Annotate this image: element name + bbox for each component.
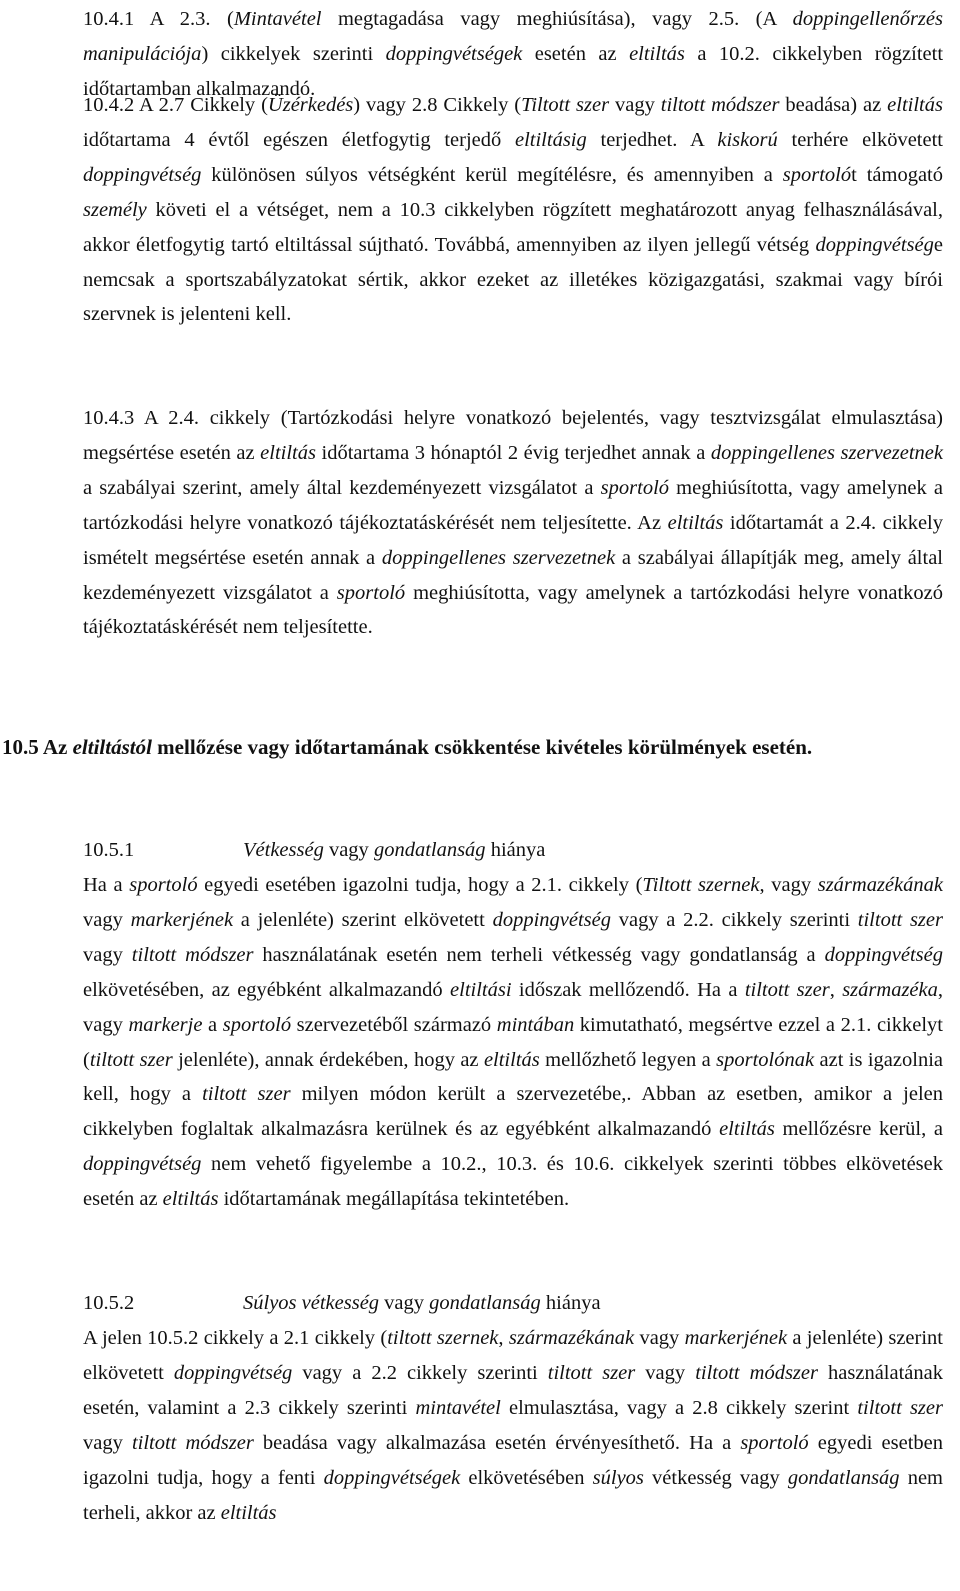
subsection-number: 10.5.1	[83, 839, 135, 861]
italic-term: sportoló	[600, 476, 670, 499]
italic-term: eltiltástól	[72, 735, 152, 759]
italic-term: eltiltás	[719, 1118, 775, 1141]
italic-term: markerjének	[130, 908, 234, 931]
italic-term: doppingvétség	[83, 1153, 202, 1176]
italic-term: gondatlanság	[429, 1292, 541, 1314]
paragraph-10-4-1: 10.4.1 A 2.3. (Mintavétel megtagadása vagy meghiúsítása), vagy 2.5. (A doppingellenőrzés manipulációja) cikkelyek szerinti doppingvétségek esetén az eltiltás a 10.2. cikkelyben rögzített időtartamban alkalmazandó.	[83, 8, 944, 100]
italic-term: eltiltás	[667, 511, 724, 534]
italic-term: sportoló	[336, 581, 406, 604]
italic-term: markerjének	[684, 1327, 788, 1349]
italic-term: tiltott módszer	[131, 943, 254, 966]
italic-term: tiltott szer	[547, 1361, 636, 1384]
paragraph-10-4-2: 10.4.2 A 2.7 Cikkely (Üzérkedés) vagy 2.8 Cikkely (Tiltott szer vagy tiltott módszer beadása) az eltiltás időtartama 4 évtől egészen életfogytig terjedő eltiltásig terjedhet. A kiskorú terhére elkövetett doppingvétség különösen súlyos vétségként kerül megítélésre, és amennyiben a sportolót támogató személy követi el a vétséget, nem a 10.3 cikkelyben rögzített meghatározott anyag felhasználásával, akkor életfogytig tartó eltiltással sújtható. Továbbá, amennyiben az ilyen jellegű vétség doppingvétsége nemcsak a sportszabályzatokat sértik, akkor ezeket az illetékes közigazgatási, szakmai vagy bírói szervnek is jelenteni kell.	[83, 94, 944, 326]
italic-term: doppingvétség	[83, 163, 202, 186]
section-heading-10-5: 10.5 Az eltiltástól mellőzése vagy időtartamának csökkentése kivételes körülmények esetén.	[2, 735, 813, 759]
italic-term: mintavétel	[415, 1396, 501, 1419]
italic-term: tiltott módszer	[660, 94, 780, 116]
italic-term: mintában	[496, 1013, 575, 1036]
paragraph-10-5-1: Ha a sportoló egyedi esetében igazolni tudja, hogy a 2.1. cikkely (Tiltott szernek, vagy származékának vagy markerjének a jelenléte) szerint elkövetett doppingvétség vagy a 2.2. cikkely szerinti tiltott szer vagy tiltott módszer használatának esetén nem terheli vétkesség vagy gondatlanság a doppingvétség elkövetésében, az egyébként alkalmazandó eltiltási időszak mellőzendő. Ha a tiltott szer, származéka, vagy markerje a sportoló szervezetéből származó mintában kimutatható, megsértve ezzel a 2.1. cikkelyt (tiltott szer jelenléte), annak érdekében, hogy az eltiltás mellőzhető legyen a sportolónak azt is igazolnia kell, hogy a tiltott szer milyen módon került a szervezetébe,. Abban az esetben, amikor a jelen cikkelyben foglaltak alkalmazásra kerülnek és az egyébként alkalmazandó eltiltás mellőzésre kerül, a doppingvétség nem vehető figyelembe a 10.2., 10.3. és 10.6. cikkelyek szerinti többes elkövetések esetén az eltiltás időtartamának megállapítása tekintetében.	[83, 874, 944, 1211]
italic-term: tiltott szer	[744, 978, 830, 1001]
italic-term: Tiltott szer	[521, 94, 610, 116]
italic-term: doppingellenes szervezetnek	[381, 546, 616, 569]
italic-term: tiltott szer	[857, 908, 943, 931]
italic-term: személy	[83, 198, 147, 221]
subsection-title-10-5-2	[83, 1286, 601, 1321]
italic-term: markerje	[128, 1013, 203, 1036]
italic-term: doppingvétség	[824, 943, 943, 966]
italic-term: származéka	[842, 978, 938, 1001]
italic-term: Mintavétel	[233, 8, 322, 30]
italic-term: tiltott szer	[857, 1396, 943, 1419]
italic-term: eltiltás	[260, 441, 316, 464]
italic-term: doppingvétség	[492, 908, 611, 931]
italic-term: gondatlanság	[373, 839, 486, 861]
italic-term: eltiltásig	[515, 128, 587, 151]
italic-term: súlyos	[592, 1466, 644, 1489]
italic-term: Súlyos vétkesség	[243, 1292, 380, 1314]
subsection-title-text: Vétkesség vagy gondatlanság hiánya	[243, 839, 546, 861]
italic-term: sportoló	[222, 1013, 292, 1036]
italic-term: sportoló	[740, 1431, 809, 1454]
italic-term: Üzérkedés	[267, 94, 354, 116]
italic-term: sportoló	[782, 163, 852, 186]
italic-term: Tiltott szernek	[642, 874, 760, 896]
italic-term: eltiltási	[450, 978, 512, 1001]
italic-term: tiltott szer	[89, 1048, 173, 1071]
italic-term: tiltott módszer	[131, 1431, 254, 1454]
italic-term: tiltott szernek	[387, 1327, 499, 1349]
italic-term: doppingvétség	[173, 1361, 293, 1384]
italic-term: sportolónak	[716, 1048, 815, 1071]
italic-term: doppingvétségek	[385, 42, 523, 65]
italic-term: doppingvétség	[815, 233, 934, 256]
italic-term: származékának	[508, 1327, 635, 1349]
italic-term: doppingellenes szervezetnek	[710, 441, 944, 464]
paragraph-10-4-3: 10.4.3 A 2.4. cikkely (Tartózkodási helyre vonatkozó bejelentés, vagy tesztvizsgálat elmulasztása) megsértése esetén az eltiltás időtartama 3 hónaptól 2 évig terjedhet annak a doppingellenes szervezetnek a szabályai szerint, amely által kezdeményezett vizsgálatot a sportoló meghiúsította, vagy amelynek a tartózkodási helyre vonatkozó tájékoztatáskérését nem teljesítette. Az eltiltás időtartamát a 2.4. cikkely ismételt megsértése esetén annak a doppingellenes szervezetnek a szabályai állapítják meg, amely által kezdeményezett vizsgálatot a sportoló meghiúsította, vagy amelynek a tartózkodási helyre vonatkozó tájékoztatáskérését nem teljesítette.	[83, 407, 944, 639]
subsection-number: 10.5.2	[83, 1292, 135, 1314]
italic-term: eltiltás	[483, 1048, 540, 1071]
italic-term: Vétkesség	[243, 839, 324, 861]
italic-term: gondatlanság	[787, 1466, 900, 1489]
italic-term: származékának	[817, 874, 943, 896]
italic-term: doppingellenőrzés manipulációja	[83, 8, 943, 65]
paragraph-10-5-2: A jelen 10.5.2 cikkely a 2.1 cikkely (tiltott szernek, származékának vagy markerjének a jelenléte) szerint elkövetett doppingvétség vagy a 2.2 cikkely szerinti tiltott szer vagy tiltott módszer használatának esetén, valamint a 2.3 cikkely szerinti mintavétel elmulasztása, vagy a 2.8 cikkely szerint tiltott szer vagy tiltott módszer beadása vagy alkalmazása esetén érvényesíthető. Ha a sportoló egyedi esetben igazolni tudja, hogy a fenti doppingvétségek elkövetésében súlyos vétkesség vagy gondatlanság nem terheli, akkor az eltiltás	[83, 1327, 943, 1524]
italic-term: tiltott módszer	[695, 1361, 818, 1384]
italic-term: eltiltás	[629, 42, 685, 65]
italic-term: tiltott szer	[202, 1083, 291, 1106]
italic-term: doppingvétségek	[323, 1466, 461, 1489]
italic-term: sportoló	[129, 874, 198, 896]
italic-term: kiskorú	[717, 128, 778, 151]
subsection-title-text: Súlyos vétkesség vagy gondatlanság hiánya	[243, 1292, 601, 1314]
italic-term: eltiltás	[887, 94, 943, 116]
italic-term: eltiltás	[220, 1501, 277, 1524]
subsection-title-10-5-1	[83, 833, 545, 868]
italic-term: eltiltás	[162, 1188, 219, 1211]
